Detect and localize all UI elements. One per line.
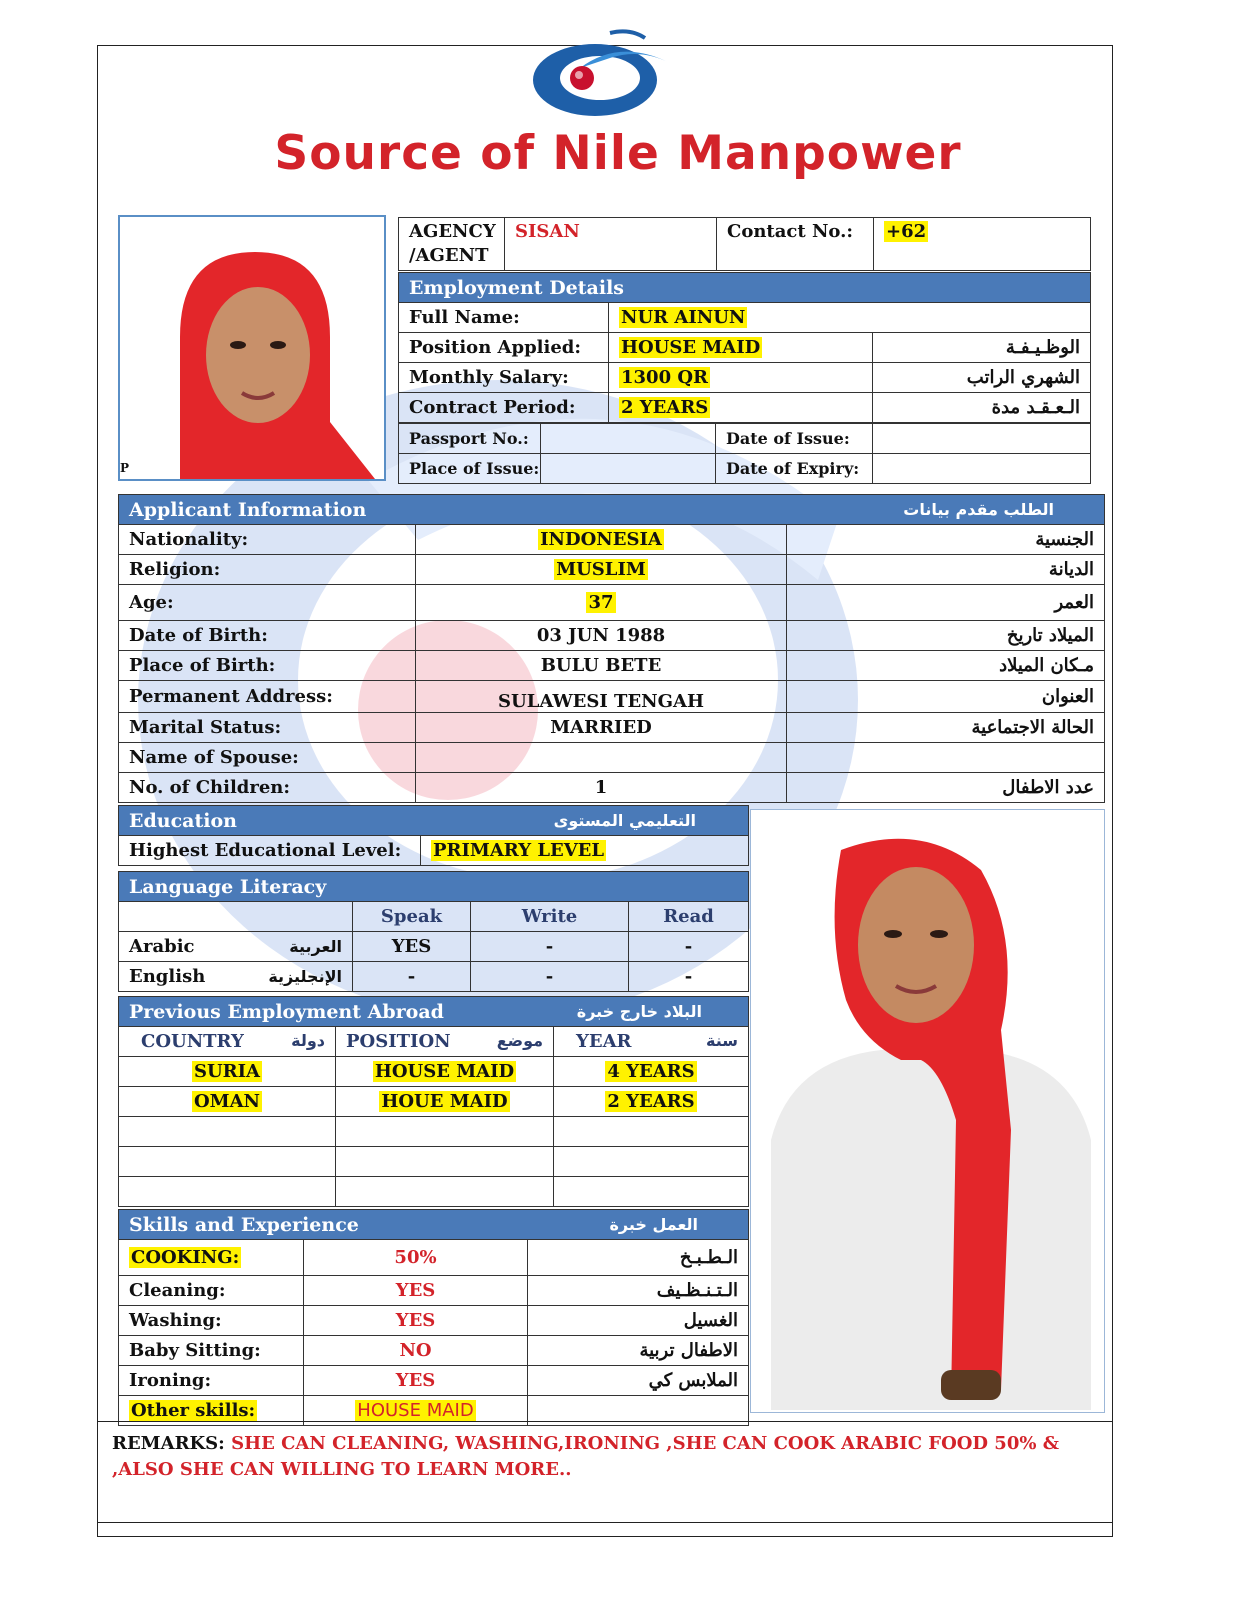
children-label: No. of Children:	[119, 773, 416, 803]
pob-label: Place of Birth:	[119, 651, 416, 681]
english-read: -	[629, 962, 749, 992]
read-header: Read	[629, 902, 749, 932]
skills-title-ar: العمل خبرة	[528, 1210, 749, 1240]
contact-value-cell	[874, 218, 1091, 271]
table-row-empty	[119, 1117, 336, 1147]
language-table	[118, 871, 749, 992]
spouse-label: Name of Spouse:	[119, 743, 416, 773]
arabic-label-ar: العربية	[239, 932, 353, 962]
pob-label-ar: مـكان الميلاد	[787, 651, 1105, 681]
full-name-label: Full Name:	[399, 303, 609, 333]
salary-value: 1300 QR	[621, 367, 709, 388]
place-of-issue-value	[541, 454, 716, 484]
employment-table	[398, 272, 1091, 423]
table-row-empty	[119, 1177, 336, 1207]
table-cell-empty	[336, 1117, 554, 1147]
education-title: Education	[119, 806, 421, 836]
language-header-blank	[119, 902, 353, 932]
washing-value: YES	[304, 1306, 528, 1336]
applicant-table	[118, 494, 1105, 803]
pob-value: BULU BETE	[416, 651, 787, 681]
year-header-ar: سنة	[706, 1031, 739, 1050]
age-label: Age:	[119, 585, 416, 621]
age-cell	[416, 585, 787, 621]
company-name: Source of Nile Manpower	[274, 126, 962, 181]
nationality-label-ar: الجنسية	[787, 525, 1105, 555]
arabic-write: -	[471, 932, 629, 962]
speak-header: Speak	[353, 902, 471, 932]
country-header-ar: دولة	[291, 1031, 325, 1050]
skills-table	[118, 1209, 749, 1426]
children-label-ar: عدد الاطفال	[787, 773, 1105, 803]
cleaning-label: Cleaning:	[119, 1276, 304, 1306]
issue-date-label: Date of Issue:	[716, 424, 873, 454]
position-header-label: POSITION	[346, 1031, 451, 1052]
remarks-text: SHE CAN CLEANING, WASHING,IRONING ,SHE CAN COOK ARABIC FOOD 50% & ,ALSO SHE CAN WILLING TO LEARN MORE..	[112, 1433, 1059, 1480]
expiry-date-label: Date of Expiry:	[716, 454, 873, 484]
spouse-value	[416, 743, 787, 773]
salary-label: Monthly Salary:	[399, 363, 609, 393]
employment-title: Employment Details	[399, 273, 1091, 303]
previous-title-ar: البلاد خارج خبرة	[554, 997, 749, 1027]
previous-row-2-country	[119, 1087, 336, 1117]
position-header	[336, 1027, 554, 1057]
nationality-label: Nationality:	[119, 525, 416, 555]
nationality-cell	[416, 525, 787, 555]
cooking-label: COOKING:	[131, 1247, 240, 1268]
previous-row-1-country	[119, 1057, 336, 1087]
passport-table	[398, 423, 1091, 484]
contact-value: +62	[886, 221, 927, 242]
photo-marker: P	[120, 461, 130, 475]
previous-row-1-year	[554, 1057, 749, 1087]
arabic-read: -	[629, 932, 749, 962]
contract-label: Contract Period:	[399, 393, 609, 423]
passport-no-value	[541, 424, 716, 454]
english-label-ar: الإنجليزية	[239, 962, 353, 992]
religion-cell	[416, 555, 787, 585]
year-header	[554, 1027, 749, 1057]
country-header	[119, 1027, 336, 1057]
age-label-ar: العمر	[787, 585, 1105, 621]
previous-country-1: SURIA	[193, 1061, 261, 1082]
english-speak: -	[353, 962, 471, 992]
applicant-portrait-small	[118, 215, 386, 481]
position-cell	[609, 333, 873, 363]
applicant-title-ar: الطلب مقدم بيانات	[787, 495, 1105, 525]
company-logo	[520, 28, 680, 118]
cleaning-label-ar: الـتـنـظـيف	[528, 1276, 749, 1306]
remarks-label: REMARKS:	[112, 1433, 225, 1454]
previous-row-2-year	[554, 1087, 749, 1117]
skills-title: Skills and Experience	[119, 1210, 528, 1240]
washing-label-ar: الغسيل	[528, 1306, 749, 1336]
contact-label: Contact No.:	[717, 218, 874, 271]
country-header-label: COUNTRY	[141, 1031, 244, 1052]
position-label: Position Applied:	[399, 333, 609, 363]
contract-value: 2 YEARS	[621, 397, 709, 418]
education-table	[118, 805, 749, 866]
religion-label: Religion:	[119, 555, 416, 585]
table-cell-empty	[336, 1177, 554, 1207]
education-title-ar: التعليمي المستوى	[421, 806, 749, 836]
arabic-label: Arabic	[119, 932, 239, 962]
previous-country-2: OMAN	[193, 1091, 261, 1112]
marital-label: Marital Status:	[119, 713, 416, 743]
cooking-label-cell	[119, 1240, 304, 1276]
marital-label-ar: الحالة الاجتماعية	[787, 713, 1105, 743]
year-header-label: YEAR	[576, 1031, 632, 1052]
arabic-speak: YES	[353, 932, 471, 962]
table-cell-empty	[336, 1147, 554, 1177]
education-value: PRIMARY LEVEL	[433, 840, 605, 861]
previous-position-2: HOUE MAID	[381, 1091, 508, 1112]
table-row-empty	[119, 1147, 336, 1177]
salary-label-ar: الشهري الراتب	[873, 363, 1091, 393]
previous-year-1: 4 YEARS	[607, 1061, 695, 1082]
babysitting-value: NO	[304, 1336, 528, 1366]
education-cell	[421, 836, 749, 866]
babysitting-label: Baby Sitting:	[119, 1336, 304, 1366]
applicant-portrait-large	[750, 809, 1105, 1413]
english-label: English	[119, 962, 239, 992]
religion-label-ar: الديانة	[787, 555, 1105, 585]
marital-value: MARRIED	[416, 713, 787, 743]
address-label: Permanent Address:	[119, 681, 416, 713]
agency-label-line1: AGENCY	[409, 221, 496, 242]
applicant-title: Applicant Information	[119, 495, 787, 525]
place-of-issue-label: Place of Issue:	[399, 454, 541, 484]
previous-year-2: 2 YEARS	[607, 1091, 695, 1112]
contract-label-ar: الـعـقـد مدة	[873, 393, 1091, 423]
contract-cell	[609, 393, 873, 423]
previous-row-2-position	[336, 1087, 554, 1117]
agency-table	[398, 217, 1091, 271]
full-name-cell	[609, 303, 1091, 333]
children-value: 1	[416, 773, 787, 803]
full-name-value: NUR AINUN	[621, 307, 746, 328]
nationality-value: INDONESIA	[540, 529, 662, 550]
agency-label	[399, 218, 505, 271]
write-header: Write	[471, 902, 629, 932]
previous-position-1: HOUSE MAID	[374, 1061, 515, 1082]
religion-value: MUSLIM	[556, 559, 646, 580]
position-value: HOUSE MAID	[621, 337, 761, 358]
previous-employment-table	[118, 996, 749, 1207]
cleaning-value: YES	[304, 1276, 528, 1306]
expiry-date-value	[873, 454, 1091, 484]
position-label-ar: الوظـيـفـة	[873, 333, 1091, 363]
ironing-label: Ironing:	[119, 1366, 304, 1396]
table-cell-empty	[554, 1147, 749, 1177]
cooking-label-ar: الـطـبـخ	[528, 1240, 749, 1276]
dob-label: Date of Birth:	[119, 621, 416, 651]
dob-value: 03 JUN 1988	[416, 621, 787, 651]
address-value: SULAWESI TENGAH	[416, 681, 787, 713]
other-skills-value: HOUSE MAID	[357, 1400, 474, 1421]
washing-label: Washing:	[119, 1306, 304, 1336]
previous-title: Previous Employment Abroad	[119, 997, 554, 1027]
cooking-value: 50%	[304, 1240, 528, 1276]
dob-label-ar: الميلاد تاريخ	[787, 621, 1105, 651]
ironing-value: YES	[304, 1366, 528, 1396]
agency-value: SISAN	[505, 218, 717, 271]
education-label: Highest Educational Level:	[119, 836, 421, 866]
issue-date-value	[873, 424, 1091, 454]
address-label-ar: العنوان	[787, 681, 1105, 713]
table-cell-empty	[554, 1117, 749, 1147]
position-header-ar: موضع	[496, 1031, 544, 1050]
other-skills-label: Other skills:	[131, 1400, 256, 1421]
babysitting-label-ar: الاطفال تربية	[528, 1336, 749, 1366]
ironing-label-ar: الملابس كي	[528, 1366, 749, 1396]
passport-no-label: Passport No.:	[399, 424, 541, 454]
english-write: -	[471, 962, 629, 992]
remarks-box	[97, 1421, 1113, 1523]
salary-cell	[609, 363, 873, 393]
spouse-label-ar	[787, 743, 1105, 773]
agency-label-line2: /AGENT	[409, 245, 489, 266]
age-value: 37	[588, 592, 614, 613]
language-title: Language Literacy	[119, 872, 749, 902]
table-cell-empty	[554, 1177, 749, 1207]
previous-row-1-position	[336, 1057, 554, 1087]
